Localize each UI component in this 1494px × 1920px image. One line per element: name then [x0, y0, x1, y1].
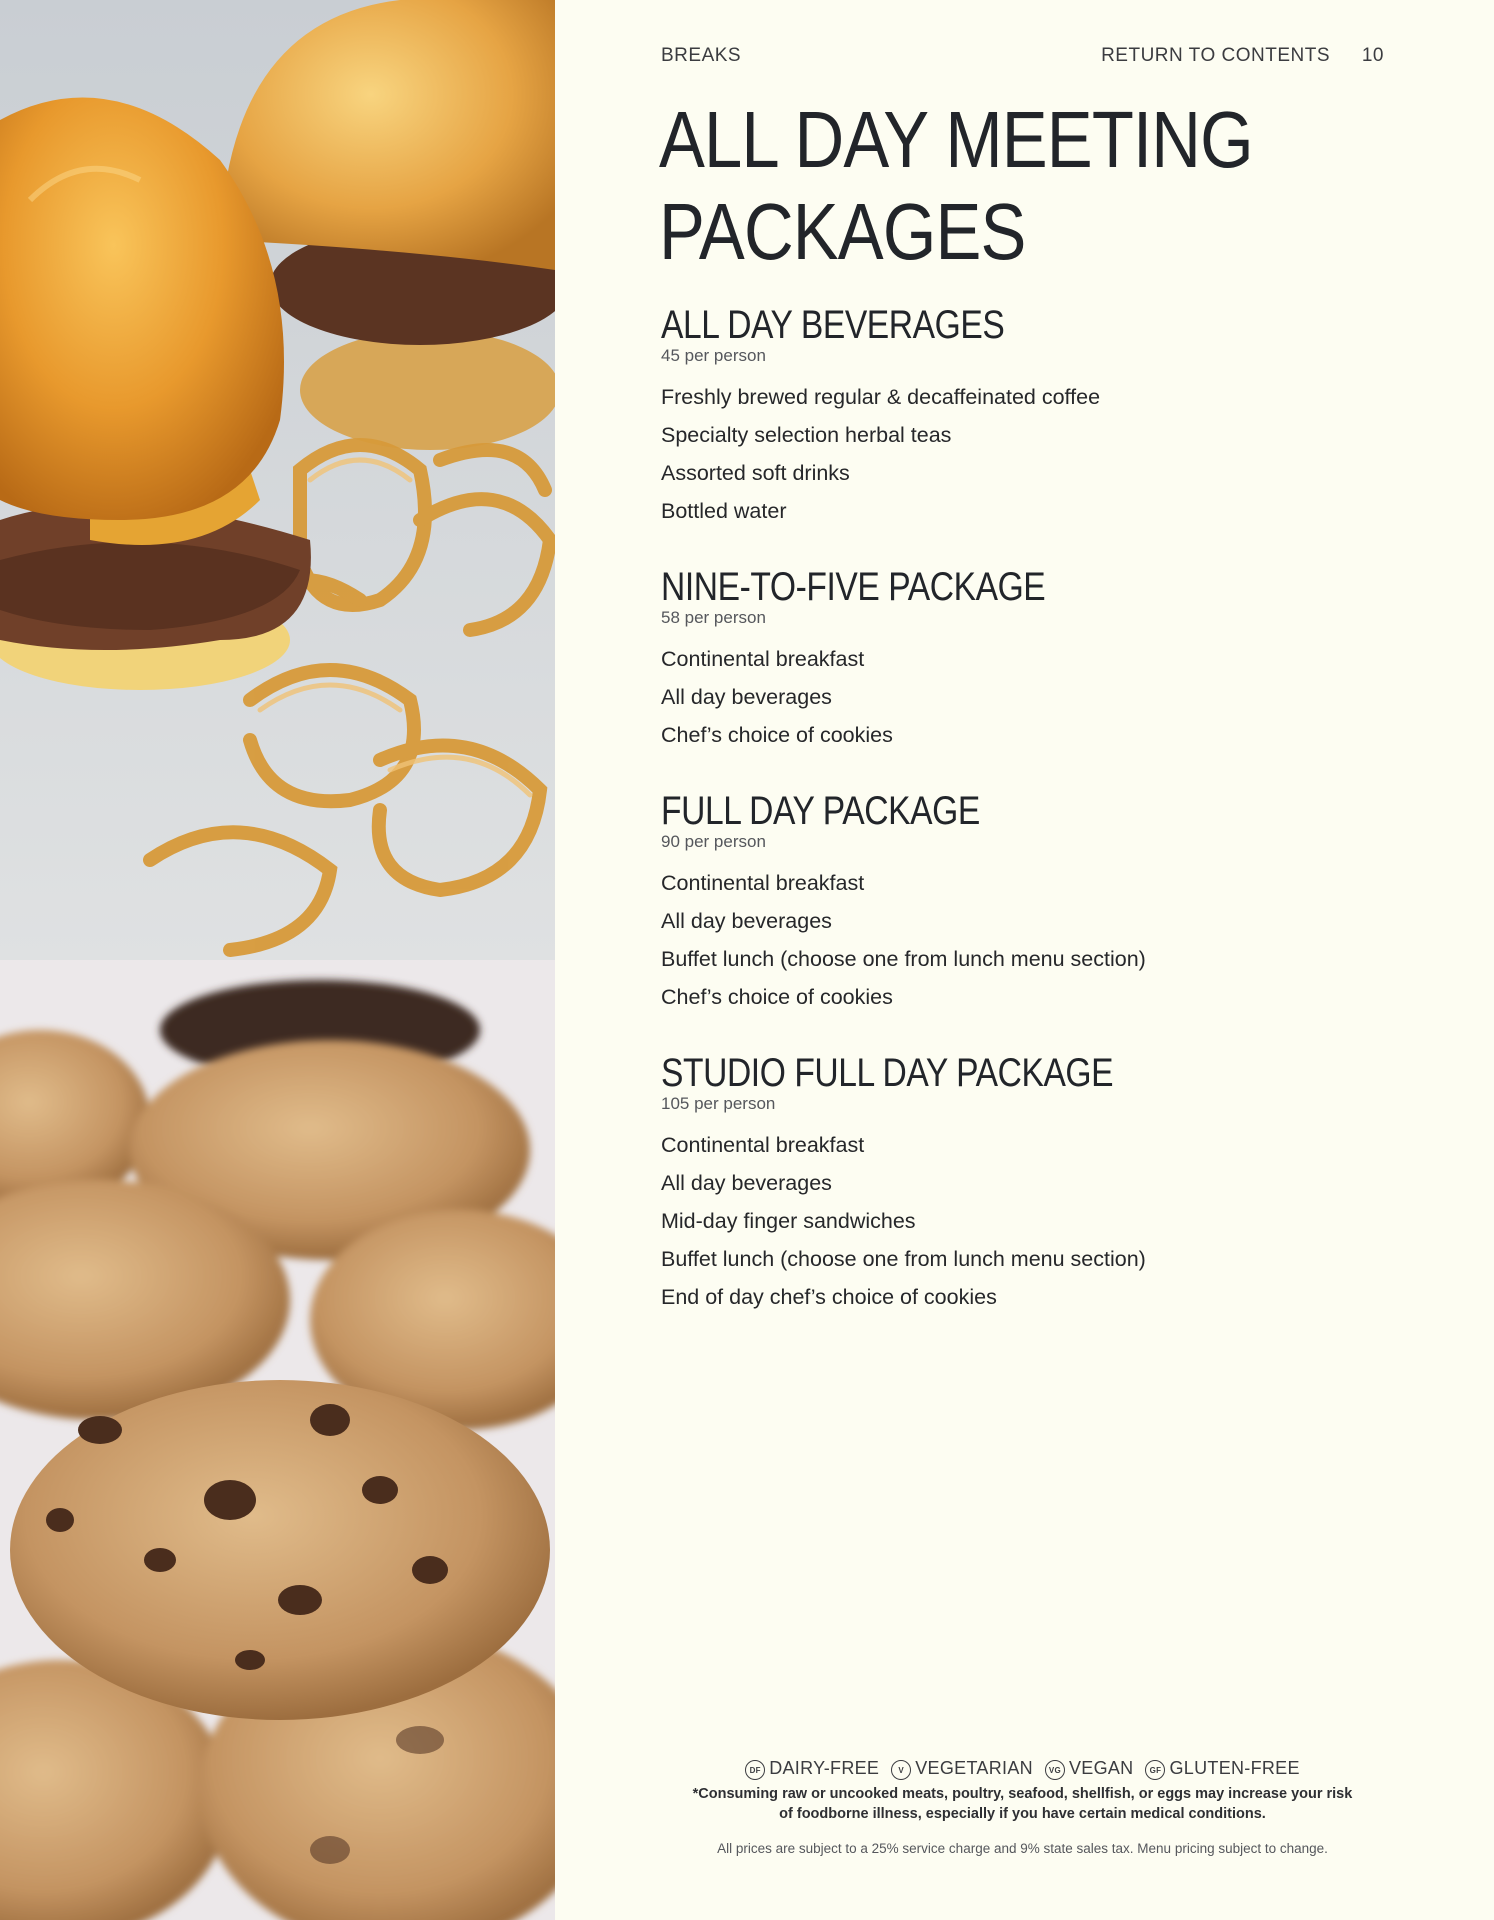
package-price: 90 per person: [661, 832, 766, 851]
legend-label: VEGETARIAN: [915, 1758, 1033, 1778]
package-items: [661, 640, 1384, 754]
food-safety-warning: [661, 1784, 1384, 1824]
section-label: BREAKS: [661, 45, 742, 66]
return-to-contents-link[interactable]: RETURN TO CONTENTS: [1101, 45, 1330, 66]
package-item: Continental breakfast: [661, 647, 865, 671]
warning-line-1: *Consuming raw or uncooked meats, poultry, seafood, shellfish, or eggs may increase your risk: [692, 1786, 1353, 1802]
package-item: Continental breakfast: [661, 1133, 865, 1157]
top-bar: [661, 45, 1384, 69]
legend-item: [891, 1758, 1033, 1778]
package-name: ALL DAY BEVERAGES: [661, 303, 1005, 347]
legend-item: [1045, 1758, 1134, 1778]
package-name: FULL DAY PACKAGE: [661, 789, 980, 833]
package-price: 45 per person: [661, 346, 766, 365]
package-item: Bottled water: [661, 499, 787, 523]
legend-label: DAIRY-FREE: [769, 1758, 880, 1778]
legend-label: VEGAN: [1068, 1758, 1134, 1778]
content-column: [661, 0, 1391, 1920]
package-name: NINE-TO-FIVE PACKAGE: [661, 565, 1046, 609]
package-item: Continental breakfast: [661, 871, 865, 895]
page-title-line-1: ALL DAY MEETING: [659, 95, 1253, 184]
package-item: All day beverages: [661, 1171, 832, 1195]
package-list: [661, 304, 1384, 1352]
legend-item: [745, 1758, 879, 1778]
package-item: Chef’s choice of cookies: [661, 985, 893, 1009]
package-items: [661, 378, 1384, 530]
pricing-note: All prices are subject to a 25% service charge and 9% state sales tax. Menu pricing subject to change.: [717, 1841, 1328, 1856]
package-item: Chef’s choice of cookies: [661, 723, 893, 747]
package-price: 105 per person: [661, 1094, 776, 1113]
package-items: [661, 864, 1384, 1016]
dietary-badge-icon: VG: [1045, 1760, 1065, 1780]
page-number: 10: [1361, 45, 1384, 66]
sliders-photo: [0, 0, 555, 960]
package-item: Buffet lunch (choose one from lunch menu section): [661, 947, 1146, 971]
package-item: Assorted soft drinks: [661, 461, 850, 485]
legend-item: [1145, 1758, 1299, 1778]
warning-line-2: of foodborne illness, especially if you have certain medical conditions.: [779, 1806, 1266, 1822]
dietary-badge-icon: DF: [745, 1760, 765, 1780]
package-item: Mid-day finger sandwiches: [661, 1209, 916, 1233]
package-section: [661, 1052, 1384, 1316]
page-title-line-2: PACKAGES: [659, 187, 1026, 276]
package-item: Freshly brewed regular & decaffeinated coffee: [661, 385, 1101, 409]
package-price: 58 per person: [661, 608, 766, 627]
cookies-photo: [0, 960, 555, 1920]
package-item: Specialty selection herbal teas: [661, 423, 952, 447]
package-section: [661, 304, 1384, 530]
photo-column: [0, 0, 555, 1920]
package-item: Buffet lunch (choose one from lunch menu section): [661, 1247, 1146, 1271]
footer: [661, 1756, 1384, 1856]
package-section: [661, 790, 1384, 1016]
dietary-badge-icon: GF: [1145, 1760, 1165, 1780]
package-name: STUDIO FULL DAY PACKAGE: [661, 1051, 1114, 1095]
dietary-badge-icon: V: [891, 1760, 911, 1780]
package-section: [661, 566, 1384, 754]
package-item: All day beverages: [661, 685, 832, 709]
page-title: [659, 94, 1347, 278]
package-item: End of day chef’s choice of cookies: [661, 1285, 997, 1309]
dietary-legend: [661, 1756, 1384, 1780]
legend-label: GLUTEN-FREE: [1169, 1758, 1300, 1778]
package-items: [661, 1126, 1384, 1316]
package-item: All day beverages: [661, 909, 832, 933]
